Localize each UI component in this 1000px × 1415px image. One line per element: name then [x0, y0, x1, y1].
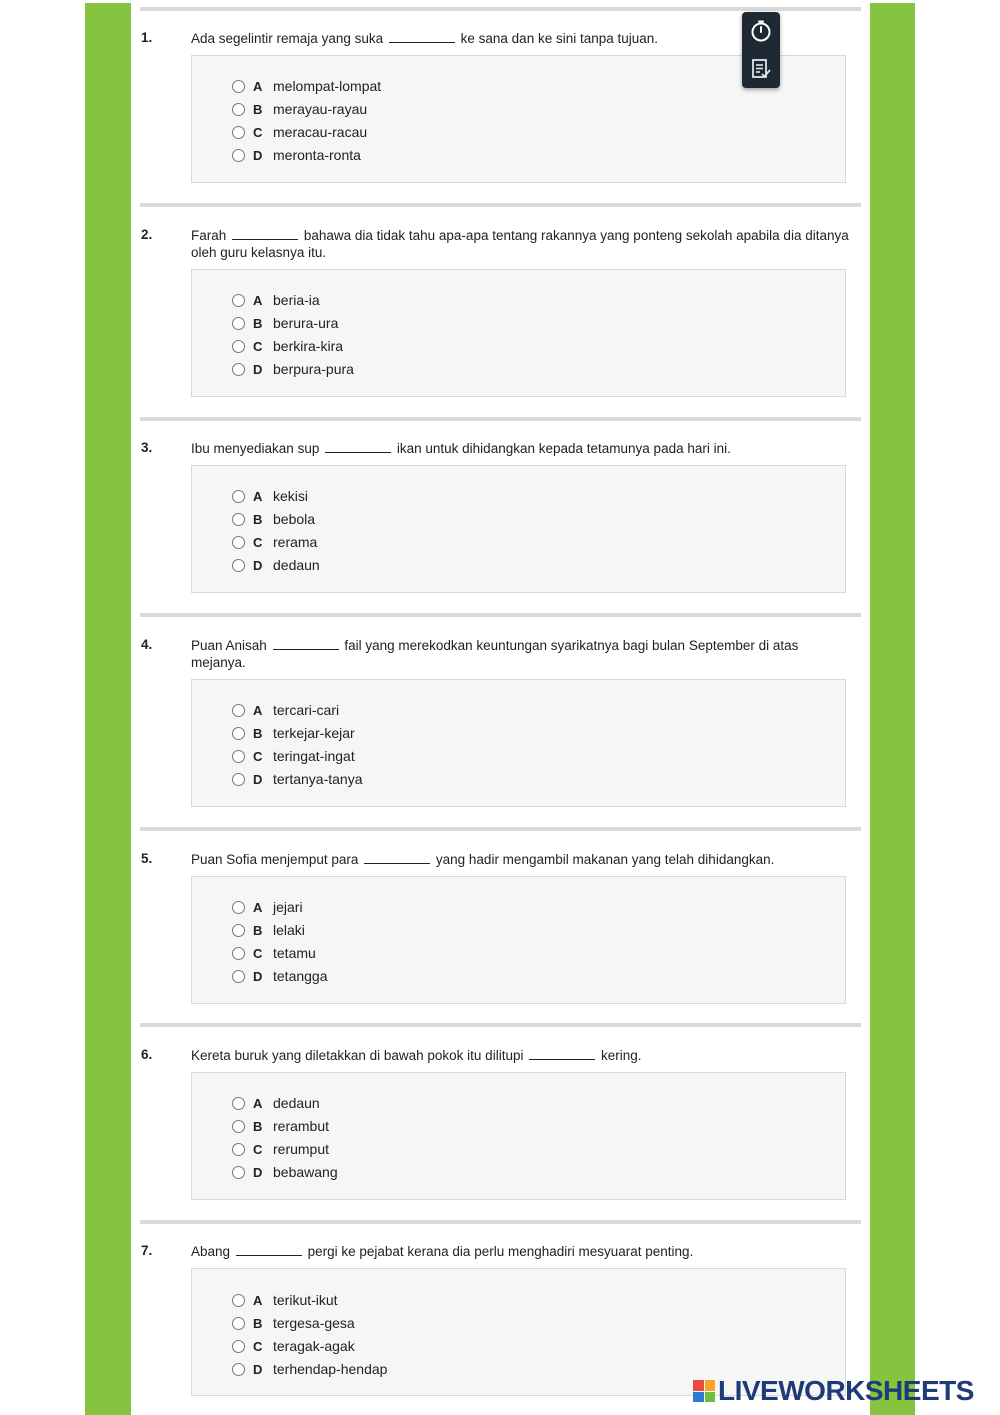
options-box — [191, 269, 846, 397]
radio-button[interactable] — [232, 1363, 245, 1376]
timer-button[interactable] — [742, 12, 780, 50]
radio-button[interactable] — [232, 317, 245, 330]
option-d[interactable]: D bebawang — [232, 1162, 338, 1182]
radio-button[interactable] — [232, 1340, 245, 1353]
option-b[interactable]: B tergesa-gesa — [232, 1313, 355, 1333]
radio-button[interactable] — [232, 773, 245, 786]
question-text: Farah bahawa dia tidak tahu apa-apa tentang rakannya yang ponteng sekolah apabila dia ditanya oleh guru kelasnya itu. — [191, 228, 849, 260]
options-box — [191, 465, 846, 593]
question-separator — [140, 613, 861, 617]
radio-button[interactable] — [232, 901, 245, 914]
option-a[interactable]: A kekisi — [232, 486, 308, 506]
option-a[interactable]: A terikut-ikut — [232, 1290, 338, 1310]
check-list-icon — [749, 57, 773, 81]
radio-button[interactable] — [232, 1097, 245, 1110]
question-text: Puan Anisah fail yang merekodkan keuntungan syarikatnya bagi bulan September di atas mejanya. — [191, 638, 799, 670]
radio-button[interactable] — [232, 294, 245, 307]
radio-button[interactable] — [232, 363, 245, 376]
option-b[interactable]: B lelaki — [232, 920, 305, 940]
option-c[interactable]: C rerumput — [232, 1139, 329, 1159]
question-number: 3. — [141, 440, 153, 455]
option-b[interactable]: B berura-ura — [232, 313, 338, 333]
option-d[interactable]: D tetangga — [232, 966, 328, 986]
radio-button[interactable] — [232, 1143, 245, 1156]
option-a[interactable]: A melompat-lompat — [232, 76, 381, 96]
timer-icon — [749, 19, 773, 43]
option-c[interactable]: C teringat-ingat — [232, 746, 355, 766]
radio-button[interactable] — [232, 103, 245, 116]
radio-button[interactable] — [232, 513, 245, 526]
submit-button[interactable] — [742, 50, 780, 88]
brand-square — [705, 1392, 716, 1403]
answer-blank — [232, 227, 298, 240]
floating-toolbar — [742, 12, 780, 88]
option-b[interactable]: B merayau-rayau — [232, 99, 367, 119]
left-green-border — [85, 3, 131, 1415]
question-text: Puan Sofia menjemput para yang hadir mengambil makanan yang telah dihidangkan. — [191, 852, 775, 867]
radio-button[interactable] — [232, 559, 245, 572]
radio-button[interactable] — [232, 947, 245, 960]
option-d[interactable]: D berpura-pura — [232, 359, 354, 379]
brand-square — [693, 1380, 704, 1391]
brand-mark-icon — [693, 1380, 715, 1402]
options-box — [191, 679, 846, 807]
option-d[interactable]: D meronta-ronta — [232, 145, 361, 165]
option-b[interactable]: B terkejar-kejar — [232, 723, 355, 743]
liveworksheets-logo — [693, 1376, 974, 1406]
option-a[interactable]: A dedaun — [232, 1093, 320, 1113]
radio-button[interactable] — [232, 727, 245, 740]
options-box — [191, 876, 846, 1004]
question-number: 4. — [141, 637, 153, 652]
option-a[interactable]: A jejari — [232, 897, 303, 917]
option-d[interactable]: D dedaun — [232, 555, 320, 575]
radio-button[interactable] — [232, 1317, 245, 1330]
radio-button[interactable] — [232, 970, 245, 983]
question-number: 2. — [141, 227, 153, 242]
option-c[interactable]: C rerama — [232, 532, 317, 552]
radio-button[interactable] — [232, 750, 245, 763]
question-text: Kereta buruk yang diletakkan di bawah pokok itu dilitupi kering. — [191, 1048, 642, 1063]
brand-square — [705, 1380, 716, 1391]
option-b[interactable]: B bebola — [232, 509, 315, 529]
question-separator — [140, 1023, 861, 1027]
option-a[interactable]: A beria-ia — [232, 290, 320, 310]
radio-button[interactable] — [232, 1166, 245, 1179]
radio-button[interactable] — [232, 490, 245, 503]
option-d[interactable]: D tertanya-tanya — [232, 769, 363, 789]
options-box — [191, 1072, 846, 1200]
option-b[interactable]: B rerambut — [232, 1116, 329, 1136]
option-c[interactable]: C tetamu — [232, 943, 316, 963]
question-separator — [140, 203, 861, 207]
brand-square — [693, 1392, 704, 1403]
option-d[interactable]: D terhendap-hendap — [232, 1359, 387, 1379]
radio-button[interactable] — [232, 1294, 245, 1307]
radio-button[interactable] — [232, 924, 245, 937]
radio-button[interactable] — [232, 1120, 245, 1133]
question-separator — [140, 7, 861, 11]
question-text: Ibu menyediakan sup ikan untuk dihidangkan kepada tetamunya pada hari ini. — [191, 441, 731, 456]
question-number: 7. — [141, 1243, 153, 1258]
answer-blank — [529, 1047, 595, 1060]
radio-button[interactable] — [232, 704, 245, 717]
answer-blank — [364, 851, 430, 864]
radio-button[interactable] — [232, 340, 245, 353]
question-text: Ada segelintir remaja yang suka ke sana dan ke sini tanpa tujuan. — [191, 31, 659, 46]
answer-blank — [236, 1243, 302, 1256]
question-separator — [140, 1220, 861, 1224]
option-a[interactable]: A tercari-cari — [232, 700, 339, 720]
question-separator — [140, 827, 861, 831]
option-c[interactable]: C teragak-agak — [232, 1336, 355, 1356]
radio-button[interactable] — [232, 149, 245, 162]
radio-button[interactable] — [232, 126, 245, 139]
right-green-border — [870, 3, 915, 1415]
question-number: 5. — [141, 851, 153, 866]
brand-name: LIVEWORKSHEETS — [718, 1375, 974, 1406]
question-number: 6. — [141, 1047, 153, 1062]
radio-button[interactable] — [232, 80, 245, 93]
answer-blank — [325, 440, 391, 453]
answer-blank — [273, 637, 339, 650]
option-c[interactable]: C meracau-racau — [232, 122, 367, 142]
question-text: Abang pergi ke pejabat kerana dia perlu menghadiri mesyuarat penting. — [191, 1244, 694, 1259]
answer-blank — [389, 30, 455, 43]
question-separator — [140, 417, 861, 421]
question-number: 1. — [141, 30, 153, 45]
radio-button[interactable] — [232, 536, 245, 549]
option-c[interactable]: C berkira-kira — [232, 336, 343, 356]
